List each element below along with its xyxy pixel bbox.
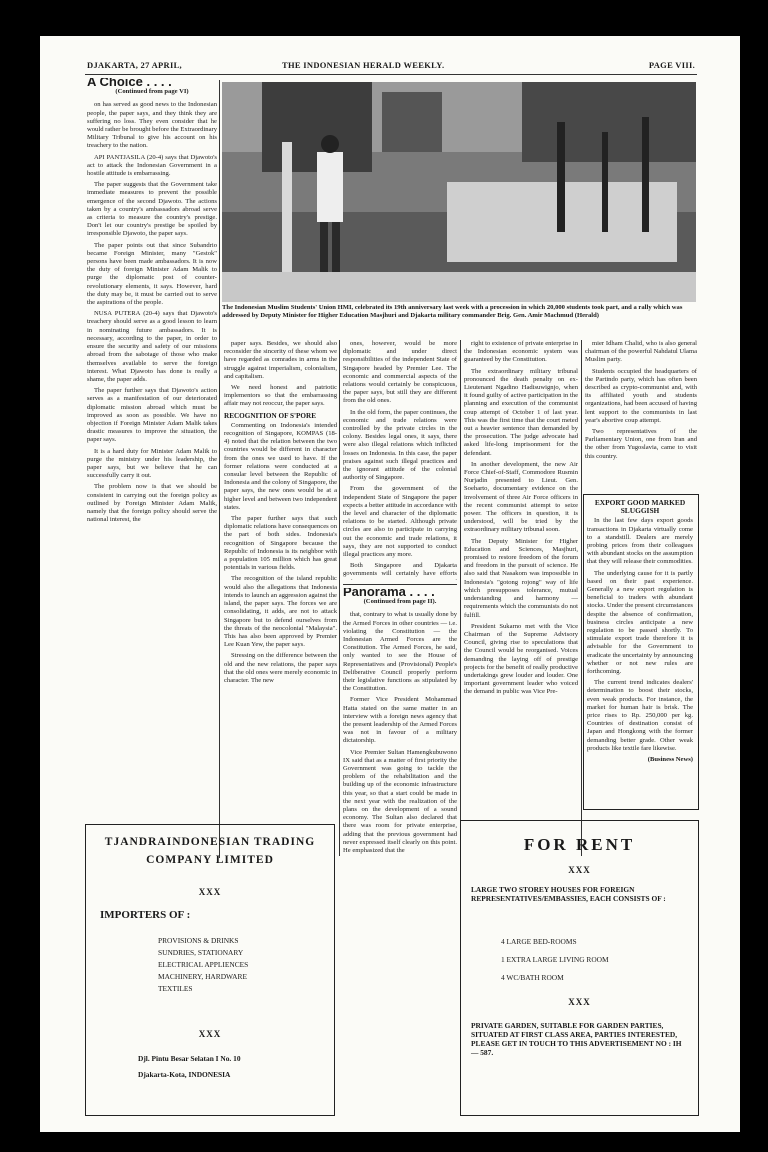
separator: XXX <box>198 1029 222 1039</box>
continued-note: (Continued from page VI) <box>115 88 189 96</box>
paragraph: The paper further says that such diplomatic relations have consequences on the part of both sides. Indonesia's recognition of Singapore because the Republic of Indonesia is its neighbor with a population 105 million which has great potentials in various fields. <box>224 515 337 572</box>
source-credit: (Business News) <box>647 756 693 764</box>
paragraph: mier Idham Chalid, who is also general chairman of the powerful Nahdatul Ulama Muslim party. <box>585 340 697 364</box>
newspaper-page <box>40 36 740 1132</box>
article-title: EXPORT GOOD MARKED SLUGGISH <box>594 498 686 516</box>
paragraph: paper says. Besides, we should also reconsider the sincerity of these whom we have regarded as comrades in arms in the struggle against imperialism, colonialism, and capitalism. <box>224 340 337 380</box>
paragraph: Commenting on Indonesia's intended recognition of Singapore, KOMPAS (18-4) noted that the relation between the two countries would be different in character from the ones we used to have. If the former relations were conducted at a consular level between the Republic of Indonesia and the colony of Singapore, the paper says, the new ones would be at a higher level and between two independent states. <box>224 421 337 511</box>
header-rule <box>85 74 697 75</box>
column-rule <box>460 340 461 856</box>
column-rule <box>581 340 582 856</box>
paragraph: We need honest and patriotic implementors so that the embarrassing affair may not reoccur, the paper says. <box>224 384 337 408</box>
separator: XXX <box>198 887 222 897</box>
ad-company-name <box>92 833 328 869</box>
column-rule <box>339 340 340 856</box>
importers-heading: IMPORTERS OF : <box>100 909 191 921</box>
article-students <box>585 340 697 490</box>
continued-note: (Continued from page II). <box>363 598 437 606</box>
paragraph: The paper suggests that the Government take immediate measures to prevent the possible emergence of the second Djawoto. The actions taken by a country's ambassadors abroad serve as criteria to measure the country's prestige. Don't let our country's prestige be spoiled by irresponsible Djawoto, the paper says. <box>87 181 217 238</box>
section-heading: RECOGNITION OF S'PORE <box>224 411 316 420</box>
article-title: Panorama . . . . <box>343 588 435 599</box>
ad-footer: PRIVATE GARDEN, SUITABLE FOR GARDEN PARTIES, SITUATED AT FIRST CLASS AREA, PARTIES INTERESTED, PLEASE GET IN TOUCH TO THIS ADVERTISEMENT NO : IH — 587. <box>471 1021 682 1057</box>
article-panorama <box>343 588 457 856</box>
paragraph: Students occupied the headquarters of the Partindo party, which has often been described as crypto-communist and, with its affiliated youth and students organizations, had been accused of having lent support to the communists in last year's abortive coup attempt. <box>585 367 697 424</box>
paragraph: The recognition of the island republic would also the allegations that Indonesia intends to launch an aggression against the island, the paper says. The forces we are consolidating, it adds, are not to attack Singapore but to defend ourselves from the threats of the neocolonial "Malaysia". This has also been approved by Premier Lee Kuan Yew, the paper says. <box>224 575 337 649</box>
import-list <box>158 935 248 995</box>
paragraph: Both Singapore and Djakarta governments will certainly have efforts <box>343 562 457 578</box>
export-box <box>583 494 699 810</box>
import-item: PROVISIONS & DRINKS <box>158 936 239 945</box>
paragraph: The problem now is that we should be consistent in carrying out the foreign policy as outlined by Foreign Minister Adam Malik, namely that the foreign policy should serve the national interest, the <box>87 483 217 524</box>
paragraph: The paper points out that since Subandrio became Foreign Minister, many "Gestok" persons have been made ambassadors. It is now the duty of foreign Minister Adam Malik to purge the diplomatic post of counter-revolutionary elements, it says. However, hard the duty may be, it must be carried out to serve the aspirations of the people. <box>87 241 217 307</box>
paragraph: The Deputy Minister for Higher Education and Sciences, Masjhuri, promised to restore freedom of the forum and freedom in the pursuit of science. He also said that Nasakom was impossible in Indonesia's "gotong rojong" way of life which presupposes tolerance, mutual understanding and harmony — requirements which the communists do not fulfill. <box>464 537 578 619</box>
paragraph: In the old form, the paper continues, the economic and trade relations were controlled by the private circles in the colony. Besides legal ones, it says, there were also illegal relations which inflicted losses on Indonesia. In this case, the paper praises against such illegal practices and the ignorant attitude of the colonial authority of Singapore. <box>343 408 457 482</box>
paragraph: ones, however, would be more diplomatic and under direct responsibilities of the independent State of Singapore headed by Premier Lee. The economic and commercial aspects of the relations would certainly be conspicuous, the paper says, but still they are different from the old ones. <box>343 340 457 405</box>
article-panorama-continued <box>464 340 578 856</box>
dateline: DJAKARTA, 27 APRIL, <box>87 60 182 70</box>
trading-company-ad <box>85 824 335 1116</box>
paragraph: From the government of the independent State of Singapore the paper expects a better attitude in accordance with the level and character of the diplomatic relations to be started. Although private circles are also to participate in carrying out the economic and trade relations, it says, they are not supported to conduct illegal practices any more. <box>343 485 457 559</box>
section-rule <box>343 584 457 585</box>
import-item: MACHINERY, HARDWARE <box>158 972 247 981</box>
paragraph: The current trend indicates dealers' determination to boost their stocks, even weak products. For instance, the market for human hair is brisk. The price rises to Rp. 250,000 per kg. Countries of destination consist of Japan and Hongkong with the former demanding better grade. Other weak products like textile fare likewise. <box>587 679 693 752</box>
import-item: TEXTILES <box>158 984 193 993</box>
photo-caption: The Indonesian Muslim Students' Union HMI, celebrated its 19th anniversary last week with a procession in which 20,000 students took part, and a rally which was addressed by Deputy Minister for Higher Education Masjhuri and Djakarta military commander Brig. Gen. Amir Machmud (Herald) <box>222 304 683 319</box>
article-export <box>587 497 693 805</box>
article-a-choice <box>87 78 217 858</box>
paragraph: on has served as good news to the Indonesian people, the paper says, and they think they are suffering no loss. They even consider that he would rather be brought before the Extraordinary Military Tribunal to give his account on his treachery to the nation. <box>87 101 217 150</box>
paragraph: Former Vice President Mohammad Hatta stated on the same matter in an interview with a foreign news agency that the present leadership of the Armed Forces was not in favour of a military dictatorship. <box>343 696 457 745</box>
paragraph: API PANTJASILA (20-4) says that Djawoto's act to attack the Indonesian Government in a hostile attitude is embarrassing. <box>87 153 217 178</box>
for-rent-ad <box>460 820 699 1116</box>
paragraph: The extraordinary military tribunal pronounced the death penalty on ex-Lieutenant Ngadino Hadisuwignjo, when it found guilty of active participation in the planning and execution of the communist coup attempt of October 1 of last year. This was the first time that the court meted out a heavier sentence than demanded by the prosecution. The judge advocate had asked life-long imprisonment for the defendant. <box>464 367 578 457</box>
address-line: Djakarta-Kota, INDONESIA <box>138 1070 231 1079</box>
room-item: 4 LARGE BED-ROOMS <box>501 937 577 946</box>
photo-image <box>222 82 696 302</box>
paragraph: The paper further says that Djawoto's action serves as a manifestation of our deteriorated diplomatic mission abroad which must be improved as soon as possible. We have no objection if Foreign Minister Adam Malik takes drastic measures to improve the situation, the paper says. <box>87 387 217 444</box>
room-list <box>501 933 609 987</box>
page-number: PAGE VIII. <box>648 60 695 70</box>
article-recognition-of-singapore <box>224 340 337 856</box>
paragraph: The underlying cause for it is partly based on their past experience. Generally a new export regulation is beneficial to traders with abundant stocks. Under the present circumstances despite the absence of confirmation, business circles anticipate a new regulation to be passed shortly. To stimulate export trade therefore it is advisable for the Government to eradicate the uncertainty by announcing whether or not new rules are forthcoming. <box>587 569 693 676</box>
article-singapore-continued <box>343 340 457 580</box>
company-name: TJANDRAINDONESIAN TRADING COMPANY LIMITED <box>104 836 316 866</box>
paragraph: In the last few days export goods transactions in Djakarta virtually come to a standstill. Dealers are merely probing prices from their colleagues with abundant stocks on the assumption that they will release their commodities. <box>587 517 693 566</box>
room-item: 4 WC/BATH ROOM <box>501 973 564 982</box>
separator: XXX <box>568 865 591 875</box>
paragraph: In another development, the new Air Force Chief-of-Staff, Commodore Rusmin Nurjadin presented to Lieut. Gen. Soeharto, documentary evidence on the involvement of three Air Force officers in the recent communist attempt to seize power. The officers in question, it is understood, will be tried by the extraordinary military tribunal soon. <box>464 460 578 534</box>
import-item: ELECTRICAL APPLIENCES <box>158 960 249 969</box>
separator: XXX <box>568 997 591 1007</box>
ad-intro: LARGE TWO STOREY HOUSES FOR FOREIGN REPRESENTATIVES/EMBASSIES, EACH CONSISTS OF : <box>471 885 666 903</box>
paragraph: Stressing on the difference between the old and the new relations, the paper says that the old ones were merely economic in character. The new <box>224 652 337 684</box>
paragraph: President Sukarno met with the Vice Chairman of the Supreme Advisory Council, giving rise to speculations that the Council would be reorganised. Voices demanding the laying off of prestige projects for the benefit of really productive undertakings grew louder and louder. One important government leader who voiced the demand in public was Vice Pre- <box>464 622 578 696</box>
paragraph: Vice Premier Sultan Hamengkubuwono IX said that as a matter of first priority the Government was going to tackle the problem of the rehabilitation and the building up of the economic infrastructure this year, so that a start could be made in the next year with the realization of the plans on the development of a sound economy. The Sultan also declared that there was room for private enterprise, adding that the previous government had never expressed itself clearly on this point. He emphasized that the <box>343 748 457 855</box>
masthead: THE INDONESIAN HERALD WEEKLY. <box>282 60 445 70</box>
page-header <box>87 60 695 74</box>
rally-photo <box>222 82 696 302</box>
paragraph: It is a hard duty for Minister Adam Malik to purge the ministry under his leadership, the paper says, but we believe that he can successfully carry it out. <box>87 447 217 480</box>
ad-title: FOR RENT <box>523 835 636 854</box>
paragraph: Two representatives of the Parliamentary Union, one from Iran and the other from Yugoslavia, came to visit this country. <box>585 428 697 460</box>
address-line: Djl. Pintu Besar Selatan I No. 10 <box>138 1054 241 1063</box>
paragraph: that, contrary to what is usually done by the Armed Forces in other countries — i.e. violating the Constitution — the Indonesian Armed Forces are the Constitution. The Armed Forces, he said, only wanted to see the House of Representatives and (Provisional) People's Deliberative Council properly perform their legislative functions as stipulated by the Constitution. <box>343 611 457 693</box>
paragraph: NUSA PUTERA (20-4) says that Djawoto's treachery should serve as a good lesson to learn in nominating future ambassadors. It is necessary, according to the paper, in order to ensure the security and safety of our missions abroad from the sabotage of those who make themselves available to serve the foreign interest. What Djawoto has done is really a shame, the paper adds. <box>87 310 217 383</box>
article-title: A Choice . . . . <box>87 78 172 89</box>
column-rule <box>219 80 220 858</box>
import-item: SUNDRIES, STATIONARY <box>158 948 244 957</box>
paragraph: right to existence of private enterprise in the Indonesian economic system was guaranteed by the Constitution. <box>464 340 578 364</box>
room-item: 1 EXTRA LARGE LIVING ROOM <box>501 955 609 964</box>
